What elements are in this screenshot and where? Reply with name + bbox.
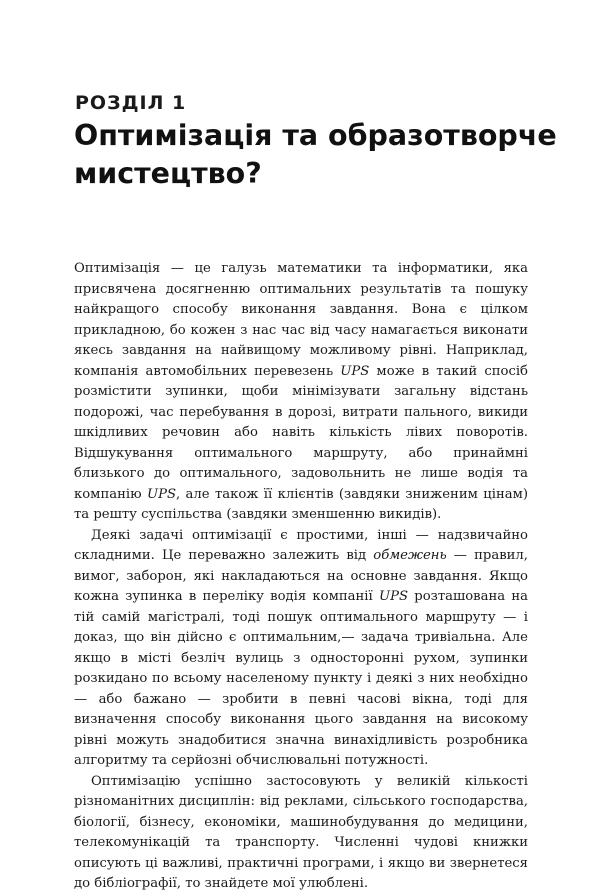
chapter-label: РОЗДІЛ 1 (75, 92, 187, 114)
chapter-title-line-1: Оптимізація та образотворче (74, 119, 557, 152)
chapter-title-line-2: мистецтво? (74, 157, 262, 190)
body-text (74, 259, 528, 895)
paragraph-1: Оптимізація — це галузь математики та інформатики, яка присвячена досягненню оптимальних результатів та пошуку найкращого способу виконання завдання. Вона є цілком прикладною, бо кожен з нас час від часу намагається виконати якесь завдання на найвищому можливому рівні. Наприклад, компанія автомобільних перевезень UPS може в такий спосіб розмістити зупинки, щоби мінімізувати загальну відстань подорожі, час перебування в дорозі, витрати пального, викиди шкідливих речовин або навіть кількість лівих поворотів. Відшукування оптимального маршруту, або принаймні близького до оптимального, задовольнить не лише водія та компанію UPS, але також її клієнтів (завдяки зниженим цінам) та решту суспільства (завдяки зменшенню викидів). (74, 261, 529, 522)
paragraph-3: Оптимізацію успішно застосовують у великій кількості різноманітних дисциплін: від реклами, сільського господарства, біології, бізнесу, економіки, машинобудування до медицини, телекомунікацій та транспорту. Численні чудові книжки описують ці важливі, практичні програми, і якщо ви звернетеся до бібліографії, то знайдете мої улюблені. (74, 773, 528, 891)
chapter-title (74, 117, 557, 193)
paragraph-2: Деякі задачі оптимізації є простими, інші — надзвичайно складними. Це переважно залежить від обмежень — правил, вимог, заборон, які накладаються на основне завдання. Якщо кожна зупинка в переліку водія компанії UPS розташована на тій самій магістралі, тоді пошук оптимального маршруту — і доказ, що він дійсно є оптимальним,— задача тривіальна. Але якщо в місті безліч вулиць з односторонні рухом, зупинки розкидано по всьому населеному пункту і деякі з них необхідно — або бажано — зробити в певні часові вікна, тоді для визначення способу виконання цього завдання на високому рівні можуть знадобитися значна винахідливість розробника алгоритму та серйозні обчислювальні потужності. (74, 527, 529, 768)
